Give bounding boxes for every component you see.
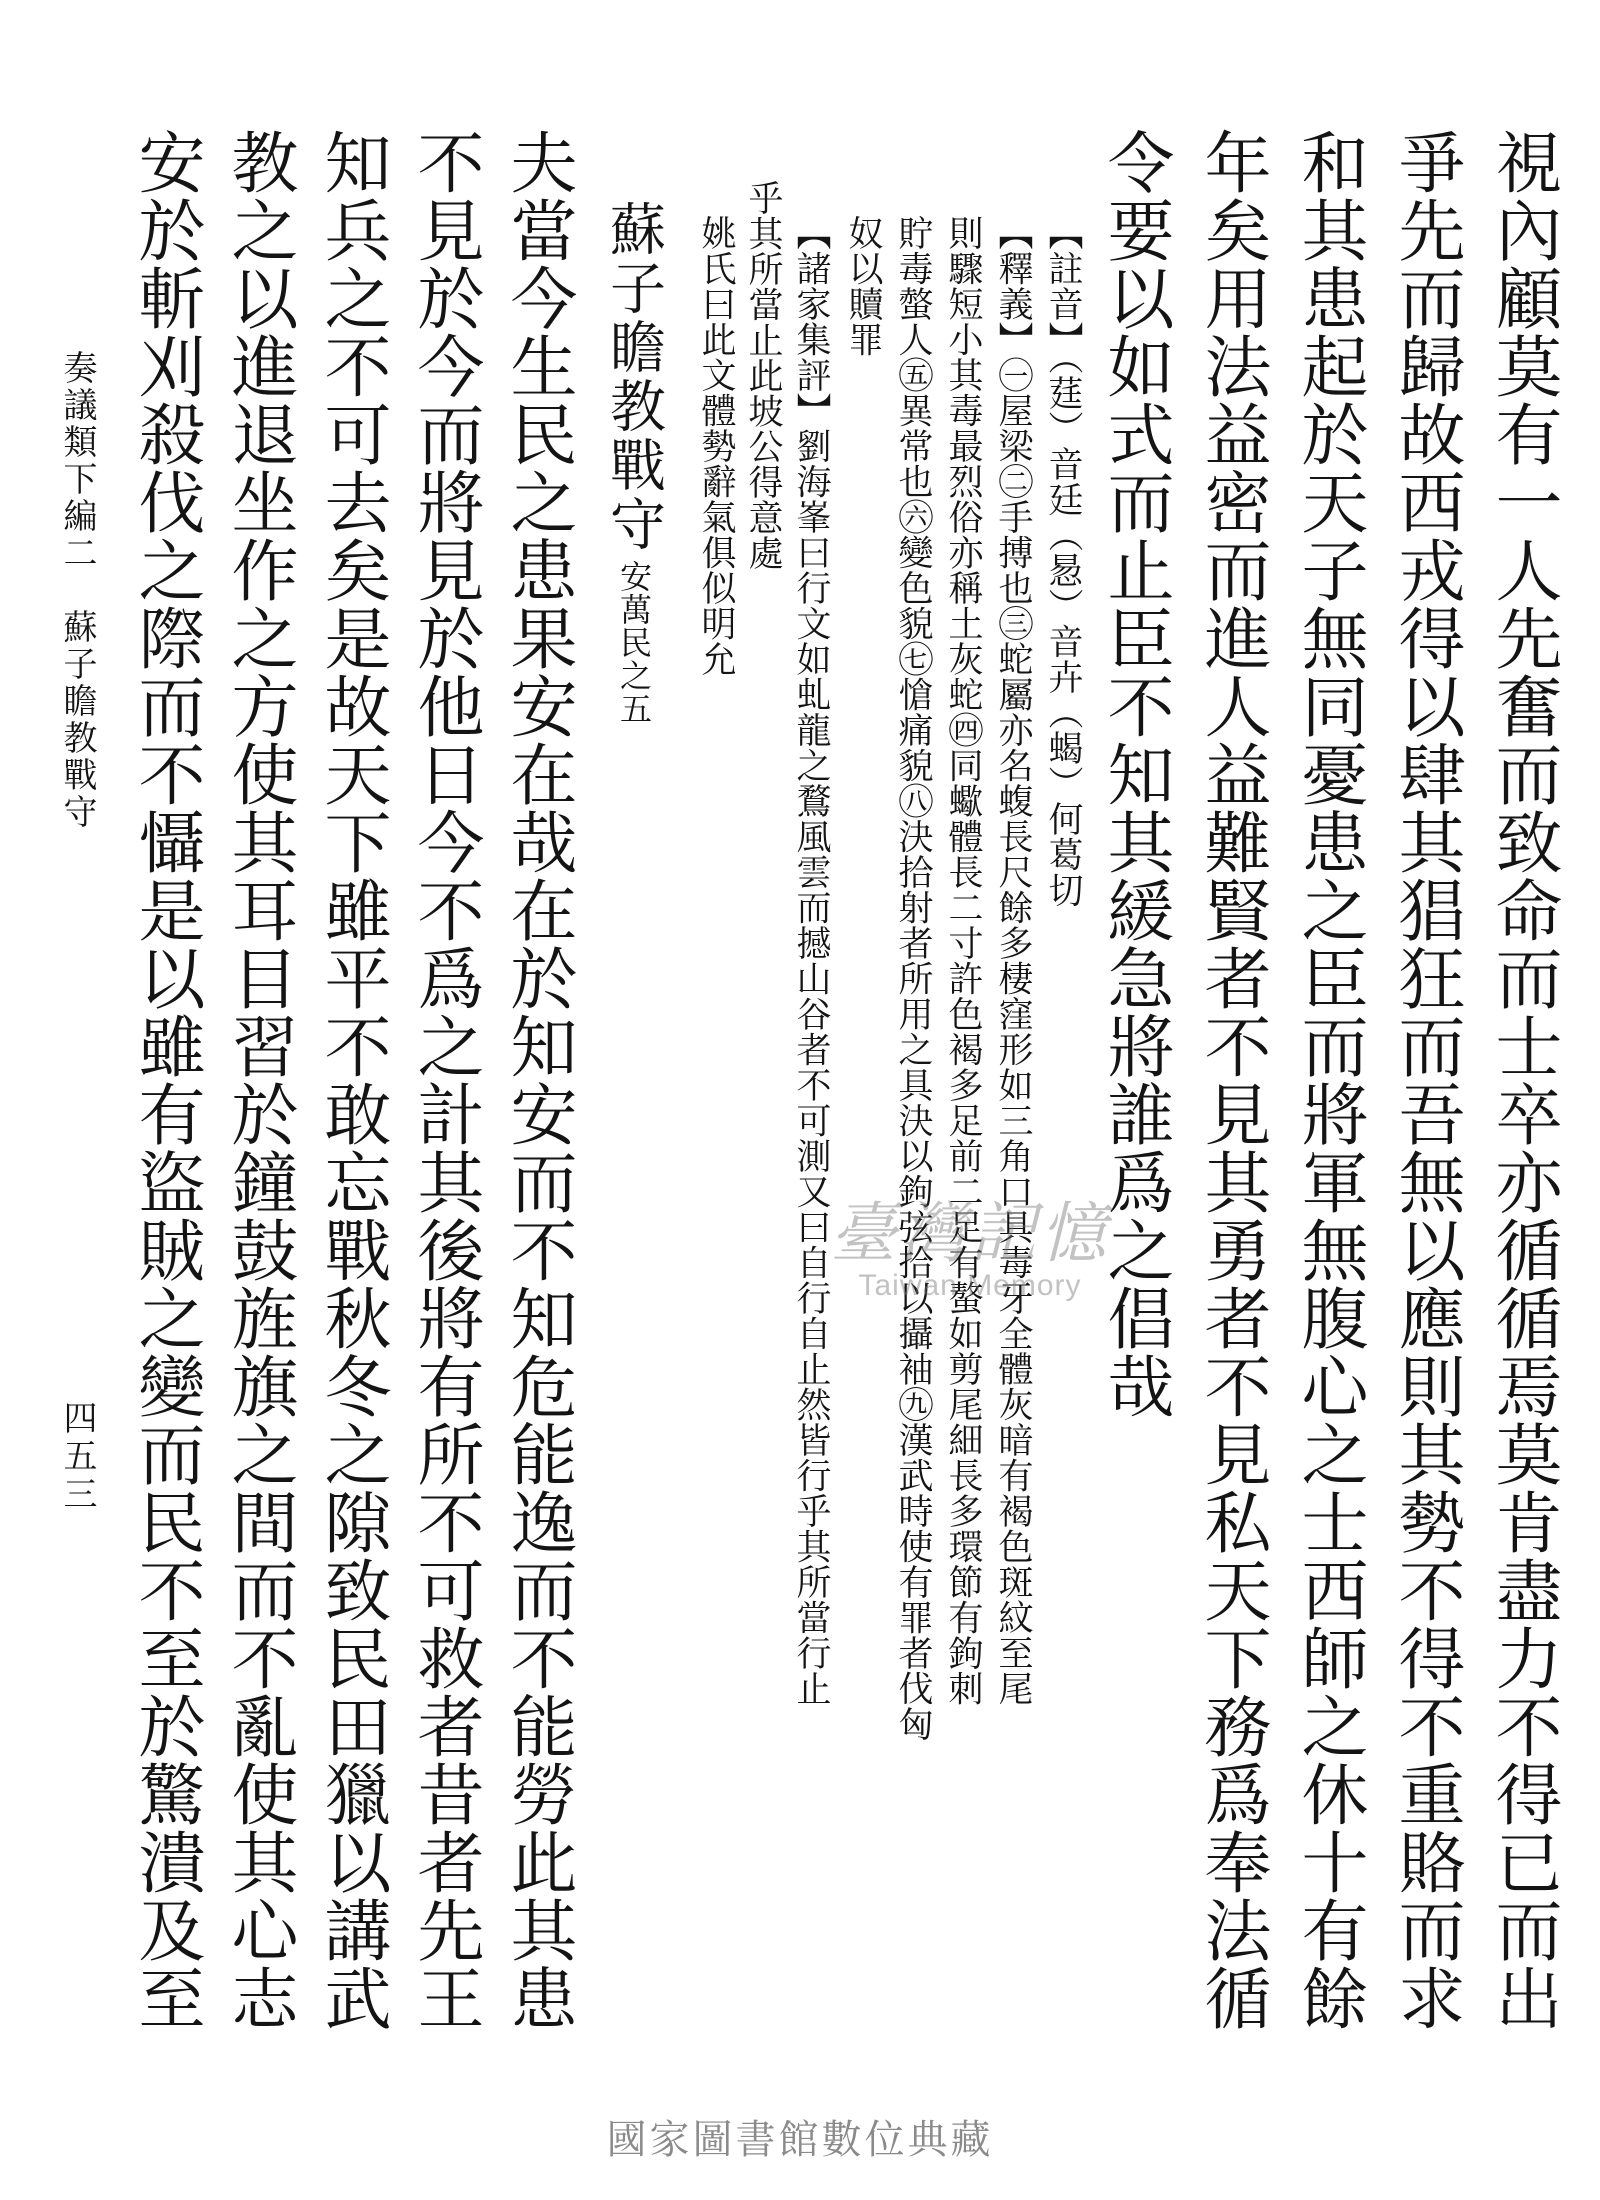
main-text-column: 年矣用法益密而進人益難賢者不見其勇者不見私天下務爲奉法循 — [1194, 128, 1272, 2032]
main-text-column: 知兵之不可去矣是故天下雖平不敢忘戰秋冬之隙致民田獵以講武 — [314, 128, 392, 2032]
footer-source-label: 國家圖書館數位典藏 — [606, 2117, 994, 2163]
annotation-column-glossary: 貯毒螫人㊄異常也㊅變色貌㊆愴痛貌㊇決拾射者所用之具決以鉤弦拾以攝袖㊈漢武時使有罪者伐匈 — [893, 215, 933, 1742]
main-text-column: 和其患起於天子無同憂患之臣而將軍無腹心之士西師之休十有餘 — [1291, 128, 1369, 2032]
main-text-column: 視內顧莫有一人先奮而致命而士卒亦循循焉莫肯盡力不得已而出 — [1485, 128, 1563, 2032]
main-text-column: 不見於今而將見於他日今不爲之計其後將有所不可救者昔者先王 — [407, 128, 485, 2032]
annotation-column-glossary: 【釋義】㊀屋梁㊁手搏也㊂蛇屬亦名蝮長尺餘多棲窪形如三角口具毒牙全體灰暗有褐色斑紋至尾 — [993, 215, 1033, 1706]
watermark-text-cn: 臺灣記憶 — [830, 1195, 1110, 1272]
annotation-column-glossary: 奴以贖罪 — [843, 215, 883, 357]
annotation-column-commentary: 【諸家集評】劉海峯曰行文如虬龍之鶩風雲而撼山谷者不可測又曰自行自止然皆行乎其所當行止 — [791, 215, 831, 1706]
essay-title: 蘇子瞻教戰守 — [601, 200, 666, 554]
essay-subtitle: 安萬民之五 — [615, 560, 653, 725]
annotation-column-pronunciation: 【註音】（莛）音廷（惖）音卉（蝎）何葛切 — [1043, 215, 1083, 908]
annotation-column-glossary: 則驟短小其毒最烈俗亦稱土灰蛇㊃同蠍體長二寸許色褐多足前二足有螯如剪尾細長多環節有鉤刺 — [943, 215, 983, 1706]
main-text-column: 爭先而歸故西戎得以肆其猖狂而吾無以應則其勢不得不重賂而求 — [1388, 128, 1466, 2032]
annotation-column-commentary: 乎其所當止此坡公得意處 — [743, 180, 783, 571]
main-text-column: 夫當今生民之患果安在哉在於知安而不知危能逸而不能勞此其患 — [500, 128, 578, 2032]
watermark-text-en: Taiwan Memory — [858, 1269, 1082, 1302]
running-head: 奏議類下編二 蘇子瞻教戰守 — [57, 350, 97, 831]
main-text-column: 教之以進退坐作之方使其耳目習於鐘鼓旌旗之間而不亂使其心志 — [221, 128, 299, 2032]
page-number: 四五三 — [57, 1400, 97, 1514]
main-text-column: 令要以如式而止臣不知其緩急將誰爲之倡哉 — [1097, 128, 1175, 1420]
main-text-column: 安於斬刈殺伐之際而不懾是以雖有盜賊之變而民不至於驚潰及至 — [128, 128, 206, 2032]
annotation-column-commentary: 姚氏曰此文體勢辭氣俱似明允 — [696, 215, 736, 677]
